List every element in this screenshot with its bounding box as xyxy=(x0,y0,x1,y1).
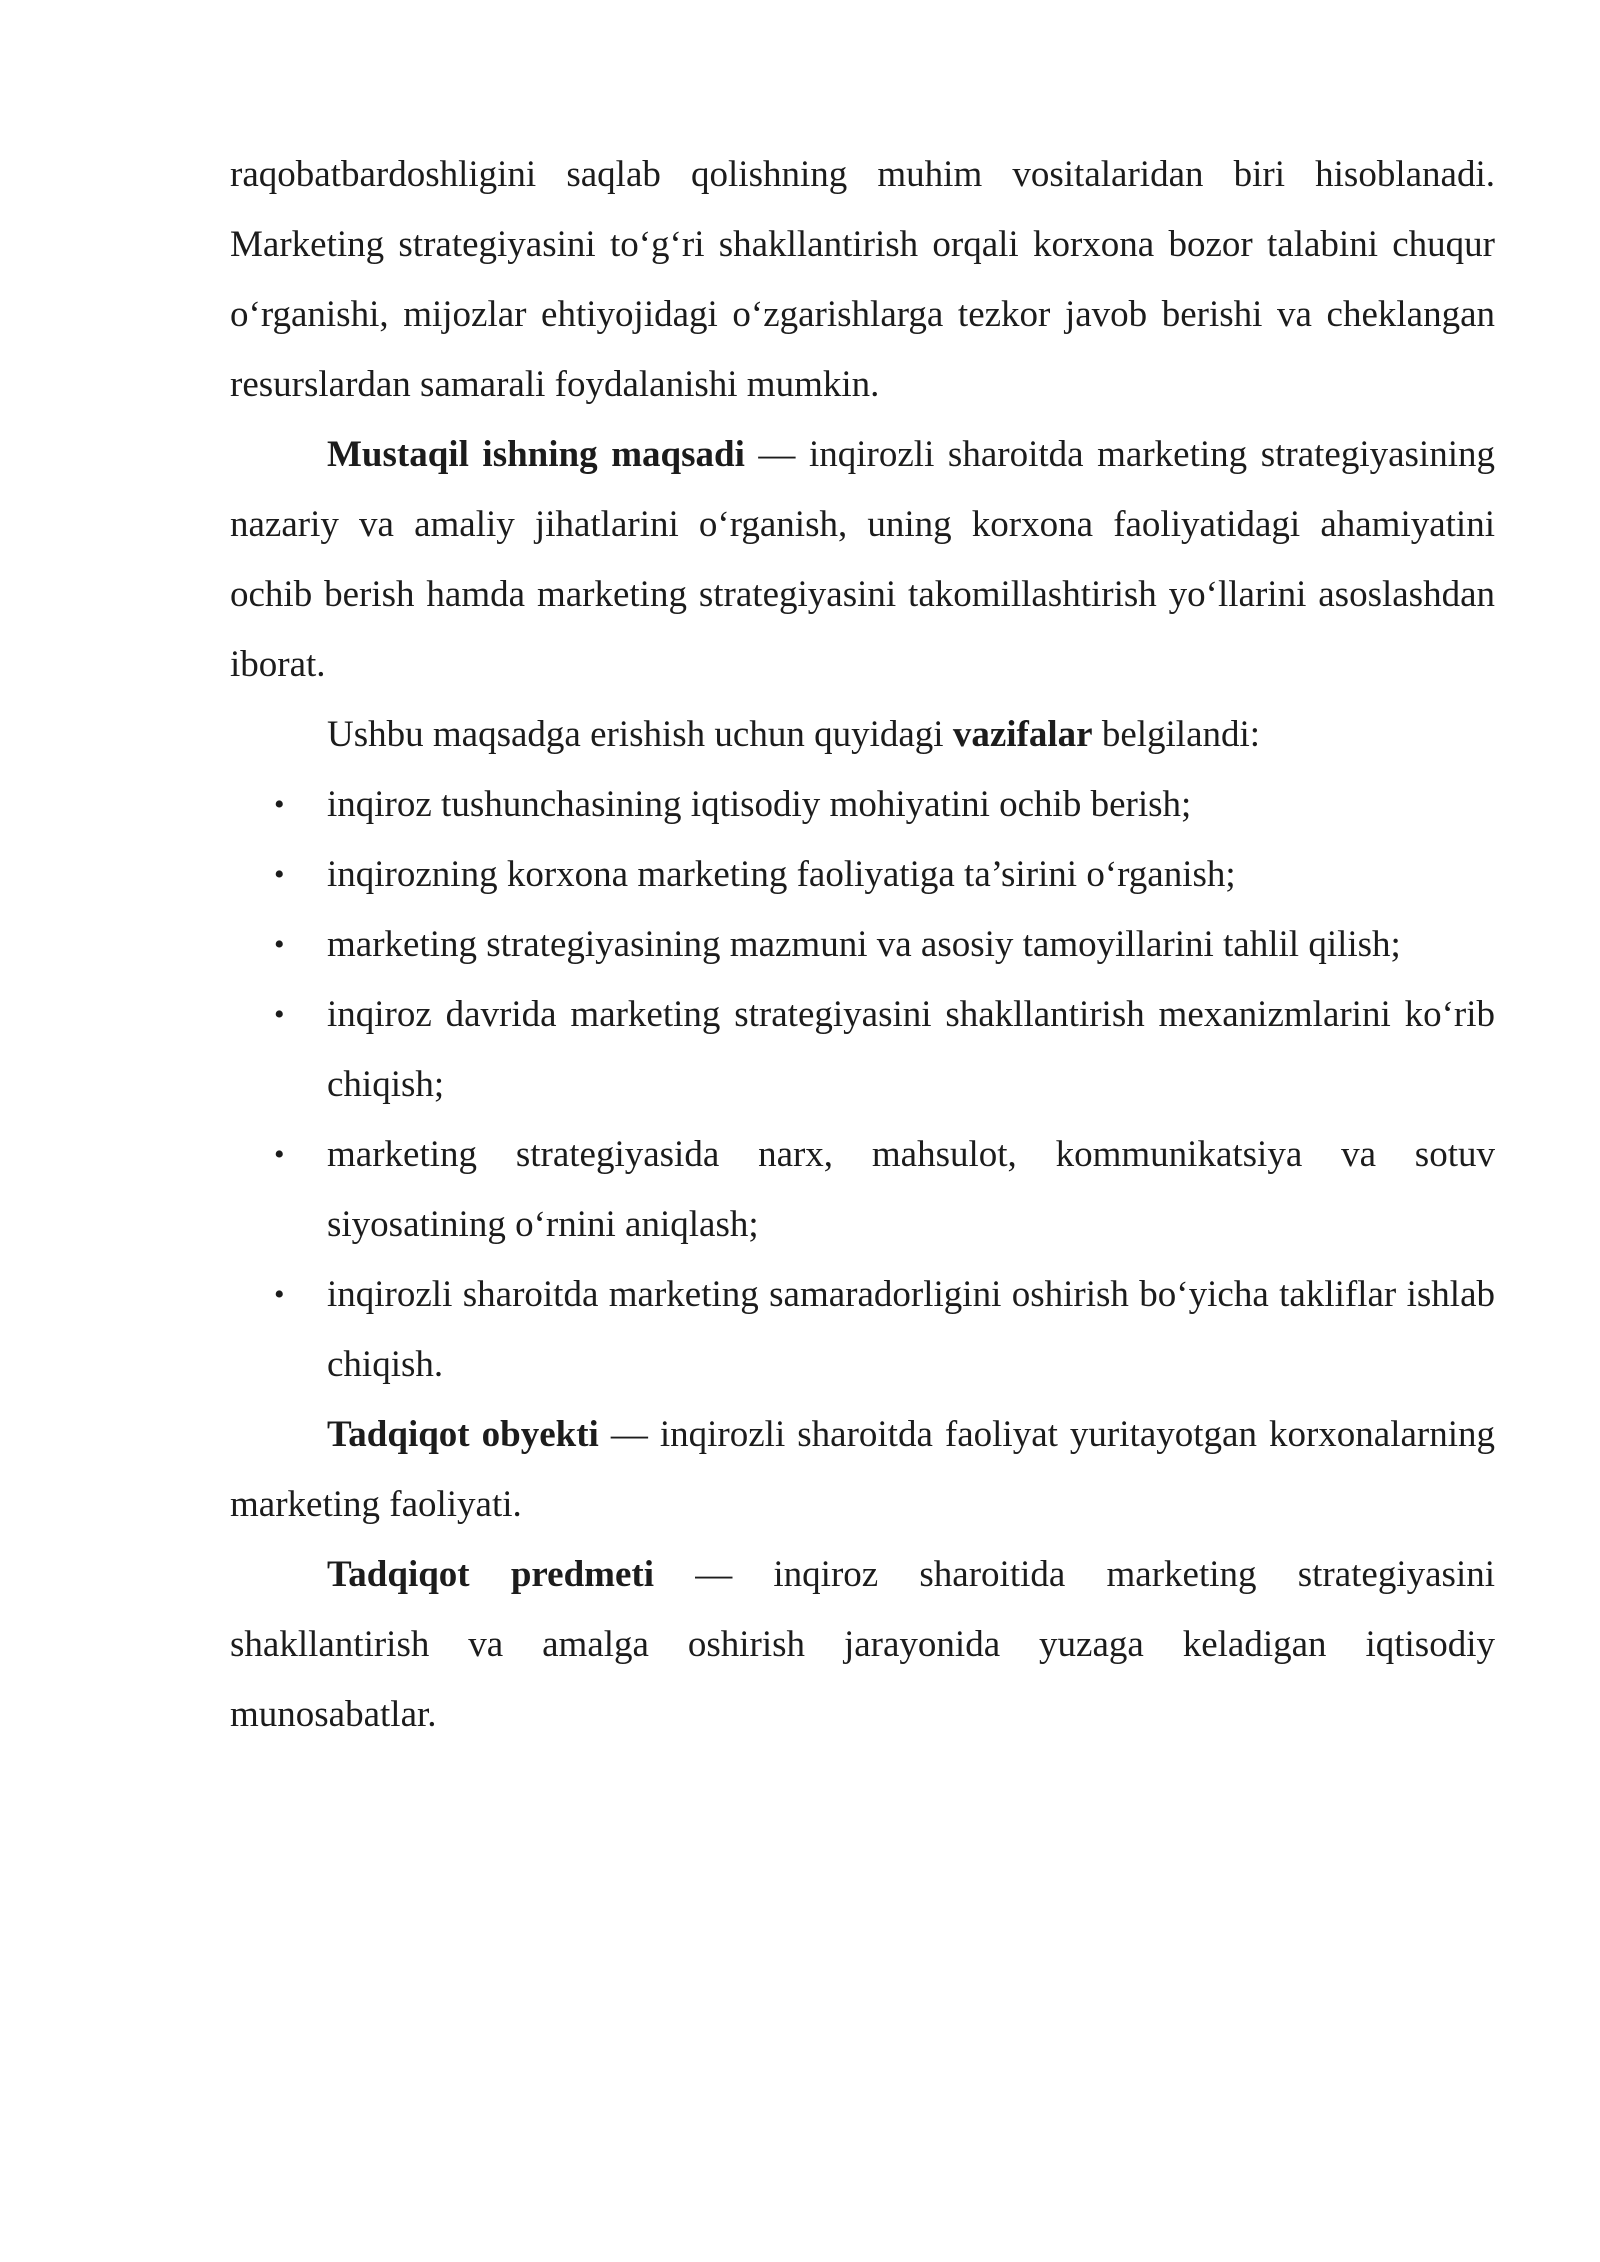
task-text: inqiroz tushunchasining iqtisodiy mohiyatini ochib berish; xyxy=(327,784,1192,825)
list-item xyxy=(230,910,1495,980)
tasks-intro-before: Ushbu maqsadga erishish uchun quyidagi xyxy=(327,714,953,755)
task-text: marketing strategiyasining mazmuni va asosiy tamoyillarini tahlil qilish; xyxy=(327,924,1401,965)
list-item xyxy=(230,1120,1495,1260)
document-page xyxy=(230,140,1495,1750)
list-item xyxy=(230,770,1495,840)
bullet-icon: • xyxy=(274,858,285,891)
bullet-icon: • xyxy=(274,788,285,821)
list-item xyxy=(230,840,1495,910)
task-text: inqiroz davrida marketing strategiyasini shakllantirish mexanizmlarini ko‘rib chiqish; xyxy=(327,994,1495,1105)
bullet-icon: • xyxy=(274,1138,285,1171)
subject-paragraph xyxy=(230,1540,1495,1750)
task-text: inqirozning korxona marketing faoliyatiga ta’sirini o‘rganish; xyxy=(327,854,1236,895)
list-item xyxy=(230,1260,1495,1400)
task-text: marketing strategiyasida narx, mahsulot, kommunikatsiya va sotuv siyosatining o‘rnini aniqlash; xyxy=(327,1134,1495,1245)
object-text: — inqirozli sharoitda faoliyat yuritayotgan korxonalarning marketing faoliyati. xyxy=(230,1414,1496,1525)
list-item xyxy=(230,980,1495,1120)
subject-text: — inqiroz sharoitida marketing strategiyasini shakllantirish va amalga oshirish jarayonida yuzaga keladigan iqtisodiy munosabatlar. xyxy=(230,1554,1496,1735)
tasks-intro-paragraph xyxy=(230,700,1495,770)
goal-text: — inqirozli sharoitda marketing strategiyasining nazariy va amaliy jihatlarini o‘rganish, uning korxona faoliyatidagi ahamiyatini ochib berish hamda marketing strategiyasini takomillashtirish yo‘llarini asoslashdan iborat. xyxy=(230,434,1495,685)
intro-text: raqobatbardoshligini saqlab qolishning muhim vositalaridan biri hisoblanadi. Marketing strategiyasini to‘g‘ri shakllantirish orqali korxona bozor talabini chuqur o‘rganishi, mijozlar ehtiyojidagi o‘zgarishlarga tezkor javob berishi va cheklangan resurslardan samarali foydalanishi mumkin. xyxy=(230,154,1495,405)
bullet-icon: • xyxy=(274,928,285,961)
object-paragraph xyxy=(230,1400,1495,1540)
object-term: Tadqiqot obyekti xyxy=(327,1414,599,1455)
goal-term: Mustaqil ishning maqsadi xyxy=(327,434,745,475)
subject-term: Tadqiqot predmeti xyxy=(327,1554,654,1595)
bullet-icon: • xyxy=(274,1278,285,1311)
task-text: inqirozli sharoitda marketing samaradorligini oshirish bo‘yicha takliflar ishlab chiqish. xyxy=(327,1274,1495,1385)
bullet-icon: • xyxy=(274,998,285,1031)
intro-paragraph xyxy=(230,140,1495,420)
tasks-intro-after: belgilandi: xyxy=(1092,714,1261,755)
tasks-list xyxy=(230,770,1495,1400)
tasks-intro-term: vazifalar xyxy=(952,714,1093,755)
goal-paragraph xyxy=(230,420,1495,700)
